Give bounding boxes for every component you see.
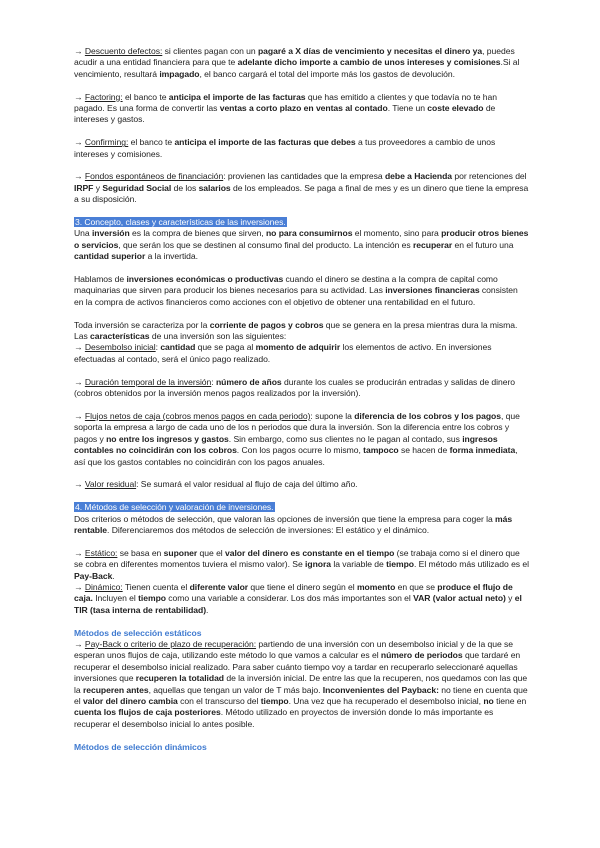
section-heading-4 [74,502,529,513]
term-estatico: Estático: [84,547,118,558]
heading-metodos-estaticos: Métodos de selección estáticos [74,627,202,638]
term-duracion: Duración temporal de la inversión [84,376,212,387]
term-valor-residual: Valor residual [84,479,137,490]
paragraph-inversion: Una inversión es la compra de bienes que sirven, no para consumirnos el momento, sino para producir otros bienes o servicios, que serán los que se destinen al consumo final del producto. La intención es recuperar en el futuro una cantidad superior a la invertida. [74,228,529,262]
paragraph-desembolso: → Desembolso inicial: cantidad que se paga al momento de adquirir los elementos de activo. En inversiones efectuadas al contado, será el único pago realizado. [74,342,492,364]
term-descuento: Descuento defectos: [84,46,163,56]
term-desembolso: Desembolso inicial [84,342,156,353]
section-heading-3 [74,217,529,228]
paragraph-dinamico: → Dinámico: Tienen cuenta el diferente valor que tiene el dinero según el momento en que se produce el flujo de caja. Incluyen el tiempo como una variable a considerar. Los dos más importantes son el VAR (valor actual neto) y el TIR (tasa interna de rentabilidad). [74,581,522,615]
paragraph-descuento: → Descuento defectos: si clientes pagan con un pagaré a X días de vencimiento y necesitas el dinero ya, puedes acudir a una entidad financiera para que te adelante dicho importe a cambio de unos intereses y comisiones.Si al vencimiento, resultará impagado, el banco cargará el total del importe más los gastos de devolución. [74,46,520,79]
paragraph-fondos: → Fondos espontáneos de financiación: provienen las cantidades que la empresa debe a Hacienda por retenciones del IRPF y Seguridad Social de los salarios de los empleados. Se paga a final de mes y es un dinero que tiene la empresa a su disposición. [74,171,529,205]
paragraph-confirming: → Confirming: el banco te anticipa el importe de las facturas que debes a tus proveedores a cambio de unos intereses y comisiones. [74,137,496,159]
term-confirming: Confirming: [84,137,129,148]
heading-metodos-dinamicos: Métodos de selección dinámicos [74,741,207,752]
paragraph-factoring: → Factoring: el banco te anticipa el importe de las facturas que has emitido a clientes y que todavía no te han pagado. Es una forma de convertir las ventas a corto plazo en ventas al contado. Tiene un coste elevado de intereses y gastos. [74,91,497,125]
term-flujos: Flujos netos de caja (cobros menos pagos en cada periodo) [84,410,311,421]
term-dinamico: Dinámico: [84,581,123,592]
paragraph-caracteristicas: Toda inversión se caracteriza por la corriente de pagos y cobros que se genera en la presa mientras dura la misma. Las características de una inversión son las siguientes: [74,319,518,342]
paragraph-flujos: → Flujos netos de caja (cobros menos pagos en cada periodo): supone la diferencia de los cobros y los pagos, que soporta la empresa a largo de cada uno de los n periodos que dura la inversión. Son la diferencia entre los cobros y pagos y no entre los ingresos y gastos. Sin embargo, como sus clientes no le pagan al contado, sus ingresos contables no coincidirán con los cobros. Con los pagos ocurre lo mismo, tampoco se hacen de forma inmediata, así que los gastos contables no coincidirán con los pagos anuales. [74,410,520,467]
section-4-title: 4. Métodos de selección y valoración de inversiones. [75,502,274,513]
section-3-title: 3. Concepto, clases y características de las inversiones. [75,217,286,228]
paragraph-duracion: → Duración temporal de la inversión: número de años durante los cuales se producirán entradas y salidas de dinero (cobros obtenidos por la inversión menos pagos realizados por la inversión). [74,376,516,399]
term-payback: Pay-Back o criterio de plazo de recuperación: [84,638,257,649]
paragraph-tipos-inversion: Hablamos de inversiones económicas o productivas cuando el dinero se destina a la compra de capital como maquinarias que sirven para producir los bienes necesarios para su actividad. Las inversiones financieras consisten en la compra de activos financieros como acciones con el objetivo de obtener una rentabilidad en el futuro. [74,274,518,307]
paragraph-payback: → Pay-Back o criterio de plazo de recuperación: partiendo de una inversión con un desembolso inicial y de la que se esperan unos flujos de caja, utilizando este método lo que vamos a calcular es el número de periodos que tardaré en recuperar el desembolso inicial realizado. Para saber cuánto tiempo voy a tardar en recuperarlo seleccionaré aquellas inversiones que recuperen la totalidad de la inversión inicial. De entre las que la recuperen, nos quedamos con las que la recuperen antes, aquellas que tengan un valor de T más bajo. Inconvenientes del Payback: no tiene en cuenta que el valor del dinero cambia con el transcurso del tiempo. Una vez que ha recuperado el desembolso inicial, no tiene en cuenta los flujos de caja posteriores. Método utilizado en proyectos de inversión donde lo más importante es recuperar el desembolso inicial lo antes posible. [74,638,528,729]
term-fondos: Fondos espontáneos de financiación [84,171,224,182]
paragraph-estatico: → Estático: se basa en suponer que el valor del dinero es constante en el tiempo (se trabaja como si el dinero que se cobra en diferentes momentos tuviera el mismo valor). Se ignora la variable de tiempo. El método más utilizado es el Pay-Back. [74,547,529,581]
paragraph-valor-residual: → Valor residual: Se sumará el valor residual al flujo de caja del último año. [74,479,358,490]
term-factoring: Factoring: [84,91,123,102]
paragraph-metodos: Dos criterios o métodos de selección, que valoran las opciones de inversión que tiene la empresa para coger la más rentable. Diferenciaremos dos métodos de selección de inversiones: El estático y el dinámico. [74,513,513,535]
